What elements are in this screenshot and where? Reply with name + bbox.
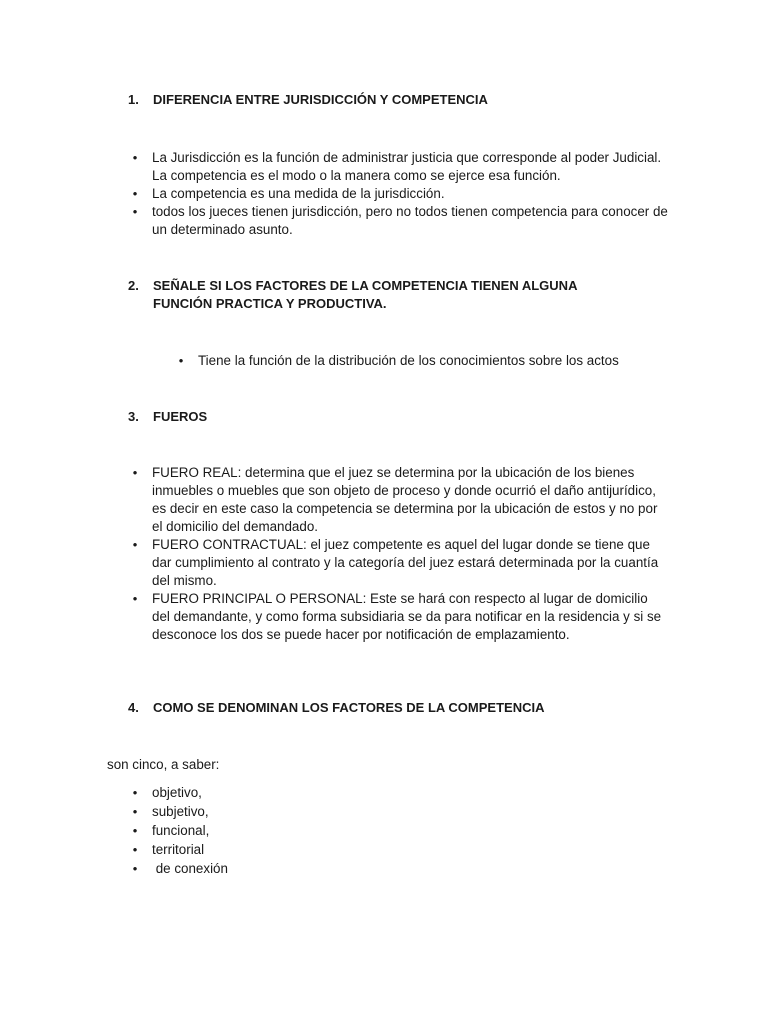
section-2-bullet-list <box>174 352 674 370</box>
bullet-icon: • <box>132 186 138 201</box>
section-title: FUEROS <box>153 409 208 424</box>
section-3-bullet-list <box>128 464 668 644</box>
bullet-icon: • <box>132 785 138 800</box>
section-title: DIFERENCIA ENTRE JURISDICCIÓN Y COMPETENCIA <box>153 92 488 107</box>
list-item-text: La Jurisdicción es la función de administrar justicia que corresponde al poder Judicial. La competencia es el modo o la manera como se ejerce esa función. <box>152 150 662 183</box>
section-2-heading <box>128 277 628 313</box>
bullet-icon: • <box>178 353 184 368</box>
bullet-icon: • <box>132 842 138 857</box>
list-item-text: La competencia es una medida de la jurisdicción. <box>152 186 445 201</box>
list-item <box>128 590 668 644</box>
list-item-text: de conexión <box>152 861 228 876</box>
section-4-heading <box>128 699 648 717</box>
list-item <box>128 802 428 821</box>
bullet-icon: • <box>132 537 138 552</box>
section-title: SEÑALE SI LOS FACTORES DE LA COMPETENCIA TIENEN ALGUNA FUNCIÓN PRACTICA Y PRODUCTIVA. <box>153 278 577 311</box>
bullet-icon: • <box>132 823 138 838</box>
section-number: 1. <box>128 92 139 107</box>
section-number: 3. <box>128 409 139 424</box>
list-item <box>128 821 428 840</box>
list-item <box>128 536 668 590</box>
list-item <box>128 859 428 878</box>
list-item-text: FUERO CONTRACTUAL: el juez competente es aquel del lugar donde se tiene que dar cumplimiento al contrato y la categoría del juez estará determinada por la cuantía del mismo. <box>152 537 659 588</box>
section-number: 2. <box>128 278 139 293</box>
section-4-intro: son cinco, a saber: <box>107 757 220 772</box>
list-item <box>128 203 668 239</box>
section-title: COMO SE DENOMINAN LOS FACTORES DE LA COMPETENCIA <box>153 700 545 715</box>
list-item-text: FUERO REAL: determina que el juez se determina por la ubicación de los bienes inmuebles o muebles que son objeto de proceso y donde ocurrió el daño antijurídico, es decir en este caso la competencia se determina por la ubicación de estos y no por el domicilio del demandado. <box>152 465 658 534</box>
list-item-text: funcional, <box>152 823 210 838</box>
section-3-heading <box>128 408 648 426</box>
bullet-icon: • <box>132 804 138 819</box>
list-item-text: Tiene la función de la distribución de los conocimientos sobre los actos <box>198 353 619 368</box>
bullet-icon: • <box>132 591 138 606</box>
list-item-text: FUERO PRINCIPAL O PERSONAL: Este se hará con respecto al lugar de domicilio del demandante, y como forma subsidiaria se da para notificar en la residencia y si se desconoce los dos se puede hacer por notificación de emplazamiento. <box>152 591 662 642</box>
bullet-icon: • <box>132 861 138 876</box>
list-item <box>128 840 428 859</box>
section-4-bullet-list <box>128 783 428 878</box>
bullet-icon: • <box>132 150 138 165</box>
list-item <box>128 185 668 203</box>
section-number: 4. <box>128 700 139 715</box>
list-item <box>174 352 674 370</box>
section-1-heading <box>128 91 648 109</box>
list-item <box>128 149 668 185</box>
list-item-text: objetivo, <box>152 785 202 800</box>
list-item <box>128 464 668 536</box>
section-1-bullet-list <box>128 149 668 239</box>
list-item-text: todos los jueces tienen jurisdicción, pero no todos tienen competencia para conocer de un determinado asunto. <box>152 204 668 237</box>
bullet-icon: • <box>132 465 138 480</box>
list-item <box>128 783 428 802</box>
bullet-icon: • <box>132 204 138 219</box>
list-item-text: subjetivo, <box>152 804 209 819</box>
list-item-text: territorial <box>152 842 205 857</box>
